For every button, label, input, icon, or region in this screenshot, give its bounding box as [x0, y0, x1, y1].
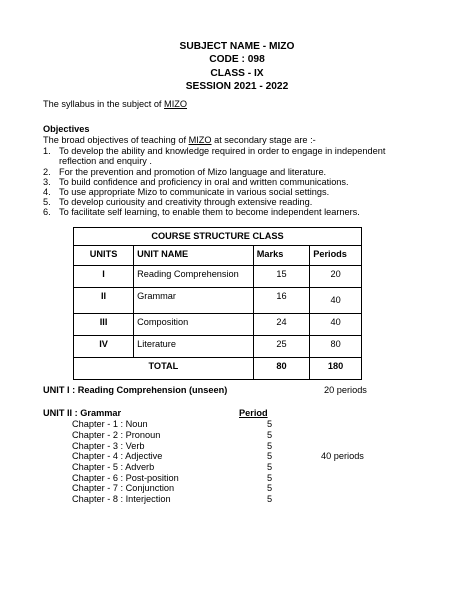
chapter-label: Chapter - 6 : Post-position	[72, 473, 179, 483]
code-heading: CODE : 098	[209, 54, 265, 66]
unit-marks: 15	[253, 266, 309, 288]
chapter-period: 5	[267, 419, 273, 429]
objectives-intro	[43, 135, 316, 145]
total-marks: 80	[253, 358, 309, 380]
table-title-row	[74, 228, 362, 246]
chapter-period: 5	[267, 462, 273, 472]
table-row	[74, 266, 362, 288]
objectives-intro-subject: MIZO	[188, 135, 212, 145]
chapter-period: 5	[267, 494, 273, 504]
unit-marks: 25	[253, 336, 309, 358]
chapter-label: Chapter - 1 : Noun	[72, 419, 148, 429]
unit-periods: 40	[310, 288, 362, 314]
unit-name: Composition	[134, 314, 254, 336]
objective-text: To use appropriate Mizo to communicate in various social settings.	[59, 187, 330, 197]
objective-text: For the prevention and promotion of Mizo language and literature.	[59, 167, 327, 177]
chapter-period: 5	[267, 430, 273, 440]
unit-marks: 16	[253, 288, 309, 314]
total-periods: 180	[310, 358, 362, 380]
objective-line: To develop the ability and knowledge required in order to engage in independent	[59, 146, 386, 156]
table-row	[74, 314, 362, 336]
objective-number: 5.	[43, 197, 51, 207]
unit-periods: 20	[310, 266, 362, 288]
syllabus-intro	[43, 99, 187, 109]
unit1-title: UNIT I : Reading Comprehension (unseen)	[43, 385, 228, 395]
unit2-title: UNIT II : Grammar	[43, 408, 122, 418]
class-heading: CLASS - IX	[210, 67, 264, 79]
chapter-period: 5	[267, 473, 273, 483]
chapter-label: Chapter - 3 : Verb	[72, 441, 145, 451]
header-units: UNITS	[74, 246, 134, 266]
table-title: COURSE STRUCTURE CLASS	[74, 228, 362, 246]
chapter-label: Chapter - 8 : Interjection	[72, 494, 171, 504]
chapter-label: Chapter - 5 : Adverb	[72, 462, 155, 472]
objective-number: 6.	[43, 207, 51, 217]
table-header-row	[74, 246, 362, 266]
unit-name: Grammar	[134, 288, 254, 314]
table-total-row	[74, 358, 362, 380]
table-row	[74, 288, 362, 314]
objective-number: 4.	[43, 187, 51, 197]
unit-name: Literature	[134, 336, 254, 358]
unit-number: IV	[74, 336, 134, 358]
chapter-period: 5	[267, 483, 273, 493]
objectives-heading: Objectives	[43, 124, 90, 134]
header-periods: Periods	[310, 246, 362, 266]
unit-number: III	[74, 314, 134, 336]
table-row	[74, 336, 362, 358]
course-structure-table	[73, 227, 362, 380]
objective-text: To facilitate self learning, to enable them to become independent learners.	[59, 207, 360, 217]
subject-name-heading: SUBJECT NAME - MIZO	[179, 41, 295, 52]
unit-marks: 24	[253, 314, 309, 336]
objective-number: 3.	[43, 177, 51, 187]
chapter-period: 5	[267, 451, 273, 461]
chapter-label: Chapter - 4 : Adjective	[72, 451, 163, 461]
syllabus-subject: MIZO	[164, 99, 188, 109]
syllabus-prefix: The syllabus in the subject of	[43, 99, 165, 109]
chapter-period: 5	[267, 441, 273, 451]
document-header	[0, 40, 474, 94]
objective-text: To build confidence and proficiency in oral and written communications.	[59, 177, 349, 187]
total-label: TOTAL	[74, 358, 254, 380]
chapter-label: Chapter - 7 : Conjunction	[72, 483, 175, 493]
objectives-intro-prefix: The broad objectives of teaching of	[43, 135, 189, 145]
objective-number: 1.	[43, 146, 51, 156]
header-marks: Marks	[253, 246, 309, 266]
unit-number: II	[74, 288, 134, 314]
chapter-label: Chapter - 2 : Pronoun	[72, 430, 161, 440]
header-unit-name: UNIT NAME	[134, 246, 254, 266]
objective-line: reflection and enquiry .	[59, 156, 152, 167]
unit-name: Reading Comprehension	[134, 266, 254, 288]
unit-number: I	[74, 266, 134, 288]
objective-text	[59, 146, 459, 167]
objective-number: 2.	[43, 167, 51, 177]
unit1-periods: 20 periods	[324, 385, 367, 395]
objectives-intro-suffix: at secondary stage are :-	[211, 135, 316, 145]
unit-periods: 80	[310, 336, 362, 358]
session-heading: SESSION 2021 - 2022	[185, 81, 289, 93]
unit-periods: 40	[310, 314, 362, 336]
unit2-periods: 40 periods	[321, 451, 364, 461]
period-column-heading: Period	[239, 408, 268, 418]
objective-text: To develop curiousity and creativity through extensive reading.	[59, 197, 313, 207]
